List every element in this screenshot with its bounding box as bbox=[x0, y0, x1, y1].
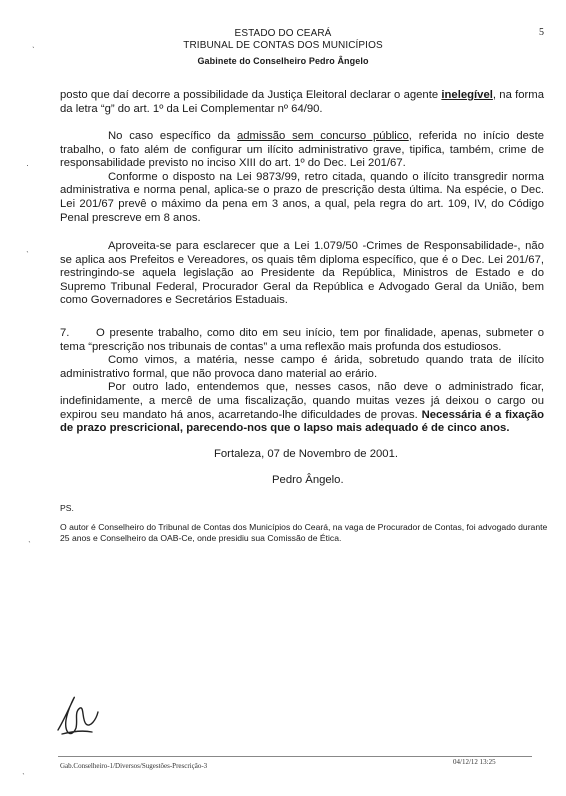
body-block-1 bbox=[60, 89, 544, 116]
paragraph-text: O presente trabalho, como dito em seu início, tem por finalidade, apenas, submeter o tema “prescrição nos tribunais de contas” a uma reflexão mais profunda dos estudiosos. bbox=[60, 327, 544, 353]
header-state: ESTADO DO CEARÁ bbox=[234, 28, 332, 39]
author-name: Pedro Ângelo. bbox=[272, 474, 344, 486]
footer-rule bbox=[58, 756, 532, 757]
paragraph-text: , na forma da letra “g” do art. 1º da Lei Complementar nº 64/90. bbox=[60, 89, 544, 115]
body-block-2 bbox=[60, 130, 544, 225]
footer-path: Gab.Conselheiro-1/Diversos/Sugestões-Prescrição-3 bbox=[60, 762, 208, 770]
footer-timestamp: 04/12/12 13:25 bbox=[453, 758, 496, 766]
paragraph-7 bbox=[60, 381, 544, 435]
emphasis-text: inelegível bbox=[441, 89, 493, 101]
scan-mark: ˋ bbox=[28, 540, 31, 550]
page-number: 5 bbox=[539, 27, 544, 38]
paragraph-text: , referida no início deste trabalho, o fato além de configurar um ilícito administrativo grave, tipifica, também, crime de responsabilidade previsto no inciso XIII do art. 1º do Dec. Lei 201/67. bbox=[60, 130, 545, 170]
scan-mark: · bbox=[26, 160, 29, 170]
scan-mark: ˋ bbox=[22, 772, 25, 782]
ps-text: O autor é Conselheiro do Tribunal de Contas dos Municípios do Ceará, na vaga de Procurador de Contas, foi advogado durante 25 anos e Conselheiro da OAB-Ce, onde presidiu sua Comissão de Ética. bbox=[60, 522, 548, 543]
paragraph-5 bbox=[60, 327, 544, 354]
paragraph-3: Conforme o disposto na Lei 9873/99, retro citada, quando o ilícito transgredir norma administrativa e norma penal, aplica-se o prazo de prescrição desta última. Na espécie, o Dec. Lei 201/67 prevê o máximo da pena em 3 anos, a qual, pela regra do art. 109, IV, do Código Penal prescreve em 8 anos. bbox=[60, 170, 544, 224]
ps-label: PS. bbox=[60, 503, 74, 513]
paragraph-1 bbox=[60, 89, 544, 116]
paragraph-text: Por outro lado, entendemos que, nesses casos, não deve o administrado ficar, indefinidamente, a mercê de uma fiscalização, quando muitas vezes já deixou o cargo ou expirou seu mandato há anos, acarretando-lhe dificuldades de provas. bbox=[60, 381, 544, 421]
paragraph-6: Como vimos, a matéria, nesse campo é árida, sobretudo quando trata de ilícito administrativo formal, que não provoca dano material ao erário. bbox=[60, 354, 544, 380]
section-number: 7. bbox=[60, 327, 70, 339]
paragraph-2 bbox=[60, 130, 544, 171]
paragraph-text: posto que daí decorre a possibilidade da Justiça Eleitoral declarar o agente bbox=[60, 89, 442, 101]
body-block-4 bbox=[60, 327, 544, 436]
header-court: TRIBUNAL DE CONTAS DOS MUNICÍPIOS bbox=[183, 40, 383, 51]
scan-mark: ˋ bbox=[26, 250, 29, 260]
paragraph-text: No caso específico da bbox=[108, 130, 237, 142]
handwritten-signature bbox=[52, 690, 112, 745]
scan-mark: ˎ bbox=[32, 38, 35, 48]
paragraph-4: Aproveita-se para esclarecer que a Lei 1.079/50 -Crimes de Responsabilidade-, não se aplica aos Prefeitos e Vereadores, os quais têm diploma específico, que é o Dec. Lei 201/67, restringindo-se aquela legislação ao Presidente da República, Ministros de Estado e do Supremo Tribunal Federal, Procurador Geral da República e Advogado Geral da União, bem como Governadores e Secretários Estaduais. bbox=[60, 240, 544, 307]
place-date: Fortaleza, 07 de Novembro de 2001. bbox=[214, 448, 398, 460]
header-office: Gabinete do Conselheiro Pedro Ângelo bbox=[197, 56, 369, 66]
underlined-text: admissão sem concurso público bbox=[236, 130, 409, 142]
body-block-3 bbox=[60, 240, 544, 308]
bold-conclusion: Necessária é a fixação de prazo prescricional, parecendo-nos que o lapso mais adequado é de cinco anos. bbox=[60, 408, 544, 435]
